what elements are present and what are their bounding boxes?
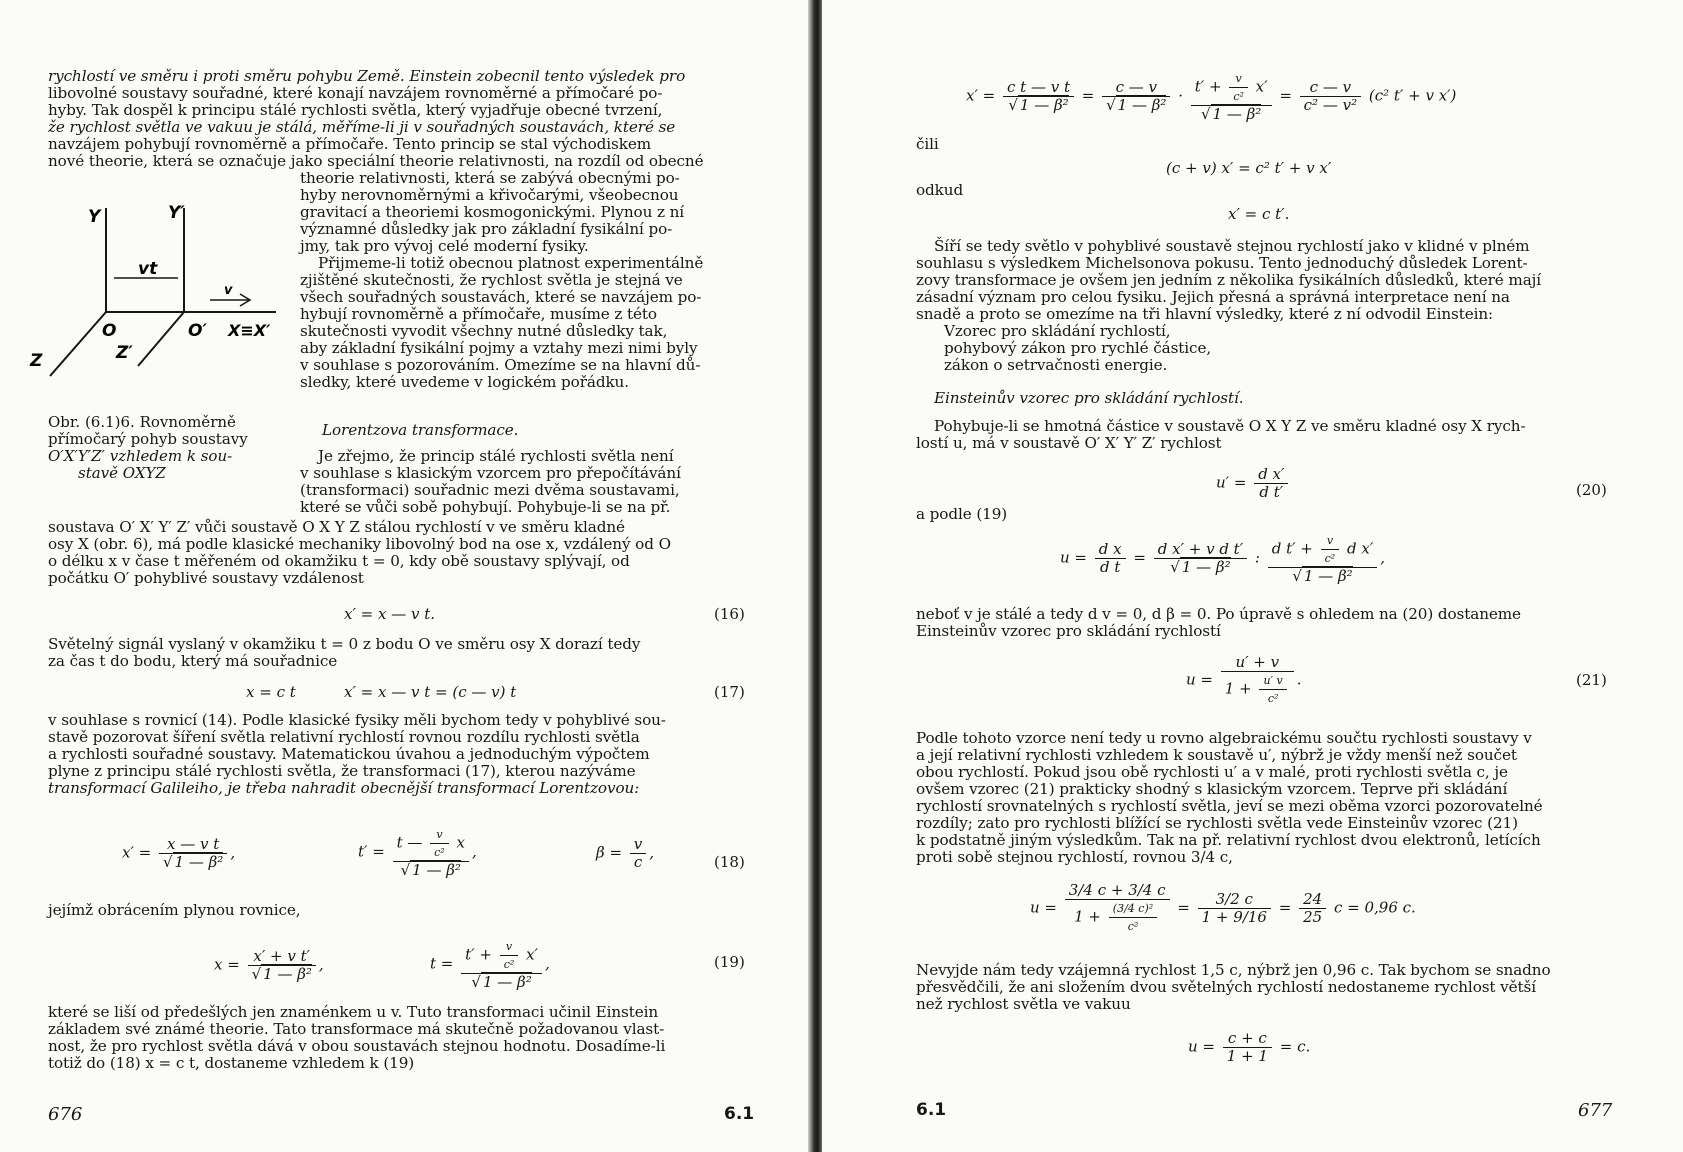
- fraction: [1221, 654, 1294, 707]
- text-line: a podle (19): [916, 505, 1008, 523]
- text-line: Nevyjde nám tedy vzájemná rychlost 1,5 c, nýbrž jen 0,96 c. Tak bychom se snadno: [916, 961, 1551, 979]
- text-line: Je zřejmo, že princip stálé rychlosti světla není: [318, 447, 674, 465]
- equation: (c + v) x′ = c² t′ + v x′: [1166, 159, 1332, 177]
- fraction: [1095, 541, 1126, 576]
- equation: x′ = c t′.: [1228, 205, 1290, 223]
- num-part: t —: [396, 833, 423, 852]
- denominator: [1065, 900, 1170, 935]
- numerator: d x′: [1254, 466, 1288, 484]
- text-line: ovšem vzorec (21) prakticky shodný s klasickým vzorcem. Teprve při skládání: [916, 780, 1508, 798]
- numerator: u′ + v: [1221, 654, 1294, 672]
- equation-number: (17): [714, 683, 745, 701]
- fraction: [1268, 532, 1378, 585]
- eq-lhs: t =: [430, 954, 454, 973]
- inner-fraction: [1321, 532, 1340, 567]
- text-line: hyby. Tak dospěl k principu stálé rychlosti světla, který vyjadřuje obecné tvrzení,: [48, 101, 663, 119]
- numerator: 3/2 c: [1198, 891, 1271, 909]
- fraction: [1154, 541, 1247, 576]
- velocity-label: v: [224, 283, 233, 298]
- text-line: zásadní význam pro celou fysiku. Jejich přesná a správná interpretace není na: [916, 288, 1510, 306]
- equation-19-t: t = t′ + $\frac{v}{\text{c²}}$ x′ √ 1 — β² ,: [430, 940, 550, 991]
- sqrt-arg: 1 — β²: [1212, 105, 1262, 123]
- text-line: (transformaci) souřadnic mezi dvěma soustavami,: [300, 481, 680, 499]
- eq-tail: = c.: [1279, 1037, 1311, 1056]
- eq-tail: (c² t′ + v x′): [1368, 86, 1457, 105]
- denominator: c²: [1267, 692, 1279, 705]
- text-line: gravitací a theoriemi kosmogonickými. Plynou z ní: [300, 203, 685, 221]
- text-line: Podle tohoto vzorce není tedy u rovno algebraickému součtu rychlosti soustavy v: [916, 729, 1532, 747]
- numerator: (3/4 c)²: [1109, 900, 1157, 918]
- text-line: významné důsledky jak pro základní fysikální po-: [300, 220, 673, 238]
- text-line: libovolné soustavy souřadné, které konají navzájem rovnoměrné a přímočaré po-: [48, 84, 663, 102]
- fraction: [159, 836, 227, 871]
- text-line: v souhlase s pozorováním. Omezíme se na hlavní dů-: [300, 356, 701, 374]
- sqrt-arg: 1 — β²: [412, 861, 461, 879]
- section-heading: Einsteinův vzorec pro skládání rychlostí.: [934, 389, 1244, 407]
- figure-6-coordinate-systems: [28, 190, 290, 400]
- fraction: [1223, 1030, 1272, 1065]
- numerator: [1191, 70, 1272, 106]
- denominator: c: [633, 853, 643, 871]
- text-line: transformací Galileiho, je třeba nahradit obecnější transformací Lorentzovou:: [48, 779, 640, 797]
- equation-18: x′ = $\frac{\text{x — v t}}{\text{√ 1 — β²}}$ ,: [122, 835, 236, 871]
- numerator: c t — v t: [1003, 79, 1074, 97]
- list-item: Vzorec pro skládání rychlostí,: [944, 322, 1171, 340]
- vt-label: vt: [138, 259, 158, 279]
- text-line: k podstatně jiným výsledkům. Tak na př. relativní rychlost dvou elektronů, letících: [916, 831, 1541, 849]
- eq-lhs: t′ =: [358, 842, 385, 861]
- denominator: √ 1 — β²: [162, 853, 224, 871]
- text-line: Přijmeme-li totiž obecnou platnost experimentálně: [318, 254, 704, 272]
- fraction: [1191, 70, 1272, 123]
- denominator: d t′: [1259, 483, 1284, 501]
- num-part: d t′ +: [1271, 539, 1313, 558]
- equation-21: u = u′ + v 1 + $\frac{u' v}{\text{c²}}$ .: [1186, 653, 1302, 705]
- numerator: [461, 938, 542, 974]
- text-line: sledky, které uvedeme v logickém pořádku.: [300, 373, 629, 391]
- fraction: [248, 948, 316, 983]
- equation-number: (21): [1576, 671, 1607, 689]
- denominator: 25: [1303, 908, 1323, 926]
- numerator: 24: [1299, 891, 1326, 909]
- sqrt-arg: 1 — β²: [482, 973, 532, 991]
- list-item: pohybový zákon pro rychlé částice,: [944, 339, 1212, 357]
- text-line: rychlostí srovnatelných s rychlostí světla, jeví se mezi oběma vzorci pozorovatelné: [916, 797, 1543, 815]
- numerator: c + c: [1223, 1030, 1272, 1048]
- eq-lhs: β =: [596, 843, 623, 862]
- equation-u: u = $\frac{\text{d x}}{\text{d t}}$ = $\frac{\text{d x′ + v d t′}}{\text{√ 1 — β²}}$ : d t′ + $\frac{v}{\text{c²}}$ d x′ √ 1 — β² ,: [1060, 534, 1386, 585]
- text-line: jmy, tak pro vývoj celé moderní fysiky.: [300, 237, 589, 255]
- equation-18-t: t′ = t — $\frac{v}{\text{c²}}$ x √ 1 — β² ,: [358, 828, 477, 879]
- text-line: zovy transformace je ovšem jen jedním z několika fysikálních důsledků, které mají: [916, 271, 1542, 289]
- num-part: x: [456, 833, 465, 852]
- text-line: než rychlost světla ve vakuu: [916, 995, 1131, 1013]
- eq-lhs: u =: [1030, 898, 1057, 917]
- eq-lhs: u′ =: [1216, 473, 1247, 492]
- denominator: c² — v²: [1303, 96, 1358, 114]
- text-line: zjištěné skutečnosti, že rychlost světla je stejná ve: [300, 271, 683, 289]
- text-line: které se vůči sobě pohybují. Pohybuje-li se na př.: [300, 498, 671, 516]
- eq-lhs: u =: [1060, 548, 1087, 567]
- numerator: d x′ + v d t′: [1154, 541, 1247, 559]
- numerator: 3/4 c + 3/4 c: [1065, 882, 1170, 900]
- fraction: [1254, 466, 1288, 501]
- text-line: Einsteinův vzorec pro skládání rychlostí: [916, 622, 1221, 640]
- text-line: plyne z principu stálé rychlosti světla, že transformaci (17), kterou nazýváme: [48, 762, 636, 780]
- equation-19: x = $\frac{\text{x′ + v t′}}{\text{√ 1 — β²}}$ ,: [214, 947, 324, 983]
- sqrt-arg: 1 — β²: [1019, 96, 1069, 114]
- text-line: hyby nerovnoměrnými a křivočarými, všeobecnou: [300, 186, 679, 204]
- denominator: √ 1 — β²: [1292, 567, 1353, 585]
- equation-17b: x′ = x — v t = (c — v) t: [344, 683, 517, 701]
- sqrt-arg: 1 — β²: [263, 965, 312, 983]
- text-line: lostí u, má v soustavě O′ X′ Y′ Z′ rychlost: [916, 434, 1222, 452]
- fraction: [1003, 79, 1074, 114]
- page-number: 677: [1578, 1100, 1613, 1121]
- equation-light-speed: [1188, 1030, 1310, 1065]
- figure-caption-line: Obr. (6.1)6. Rovnoměrně: [48, 413, 236, 431]
- text-line: v souhlase s rovnicí (14). Podle klasické fysiky měli bychom tedy v pohyblivé sou-: [48, 711, 666, 729]
- text-line: soustava O′ X′ Y′ Z′ vůči soustavě O X Y Z stálou rychlostí v ve směru kladné: [48, 518, 625, 536]
- eq-tail: c = 0,96 c.: [1333, 898, 1416, 917]
- equation-number: (20): [1576, 481, 1607, 499]
- fraction: [1102, 79, 1170, 114]
- denominator: c²: [1127, 920, 1139, 933]
- section-number: 6.1: [916, 1100, 947, 1120]
- denominator: 1 + 1: [1226, 1047, 1268, 1065]
- axis-y-label: Y: [88, 207, 101, 227]
- axis-z-label: Z: [30, 351, 43, 371]
- text-line: theorie relativnosti, která se zabývá obecnými po-: [300, 169, 680, 187]
- denominator: √ 1 — β²: [1200, 105, 1262, 123]
- text-line: Šíří se tedy světlo v pohyblivé soustavě stejnou rychlostí jako v klidné v plném: [934, 237, 1530, 255]
- figure-caption-line: O′X′Y′Z′ vzhledem k sou-: [48, 447, 233, 465]
- eq-lhs: u =: [1186, 670, 1213, 689]
- text-line: Světelný signál vyslaný v okamžiku t = 0 z bodu O ve směru osy X dorazí tedy: [48, 635, 641, 653]
- text-line: hybují rovnoměrně a přímočaře, musíme z této: [300, 305, 657, 323]
- fraction: [1299, 891, 1326, 926]
- text-line: v souhlase s klasickým vzorcem pro přepočítávání: [300, 464, 681, 482]
- page-number: 676: [48, 1104, 83, 1125]
- text-line: obou rychlostí. Pokud jsou obě rychlosti u′ a v malé, proti rychlosti světla c, je: [916, 763, 1508, 781]
- eq-lhs: u =: [1188, 1037, 1215, 1056]
- text-line: přesvědčili, že ani složením dvou světelných rychlostí nedostaneme rychlost větší: [916, 978, 1536, 996]
- equation-18-beta: β = $\frac{v}{c}$ ,: [596, 835, 655, 871]
- equation-20: [1216, 466, 1291, 501]
- den-part: 1 +: [1224, 679, 1252, 698]
- numerator: v: [1321, 532, 1340, 550]
- denominator: √ 1 — β²: [400, 861, 461, 879]
- fraction: [1065, 882, 1170, 935]
- text-line: proti sobě stejnou rychlostí, rovnou 3/4 c,: [916, 848, 1233, 866]
- denominator: [1221, 672, 1294, 707]
- origin-prime-label: O′: [188, 321, 207, 341]
- numerator: x — v t: [159, 836, 227, 854]
- inner-fraction: [430, 826, 449, 861]
- fraction: [461, 938, 542, 991]
- denominator: 1 + 9/16: [1201, 908, 1267, 926]
- equation-number: (16): [714, 605, 745, 623]
- fraction: [630, 836, 646, 871]
- text-line: snadě a proto se omezíme na tři hlavní výsledky, které z ní odvodil Einstein:: [916, 305, 1494, 323]
- inner-fraction: [1259, 672, 1286, 707]
- numerator: x′ + v t′: [248, 948, 316, 966]
- text-line: čili: [916, 135, 939, 153]
- text-line: rychlostí ve směru i proti směru pohybu Země. Einstein zobecnil tento výsledek pro: [48, 67, 686, 85]
- num-part: d x′: [1347, 539, 1374, 558]
- text-line: aby základní fysikální pojmy a vztahy mezi nimi byly: [300, 339, 698, 357]
- text-line: navzájem pohybují rovnoměrně a přímočaře. Tento princip se stal východiskem: [48, 135, 652, 153]
- text-line: stavě pozorovat šíření světla relativní rychlostí rovnou rozdílu rychlosti světla: [48, 728, 640, 746]
- text-line: neboť v je stálé a tedy d v = 0, d β = 0. Po úpravě s ohledem na (20) dostaneme: [916, 605, 1521, 623]
- figure-caption-line: stavě OXYZ: [78, 464, 166, 482]
- denominator: √ 1 — β²: [1106, 96, 1167, 114]
- numerator: c — v: [1300, 79, 1361, 97]
- text-line: nové theorie, která se označuje jako speciální theorie relativnosti, na rozdíl od obecné: [48, 152, 704, 170]
- text-line: osy X (obr. 6), má podle klasické mechaniky libovolný bod na ose x, vzdálený od O: [48, 535, 671, 553]
- numerator: v: [1229, 70, 1248, 88]
- text-line: totiž do (18) x = c t, dostaneme vzhledem k (19): [48, 1054, 415, 1072]
- axis-z-prime-label: Z′: [116, 343, 133, 363]
- text-line: Pohybuje-li se hmotná částice v soustavě O X Y Z ve směru kladné osy X rych-: [934, 417, 1526, 435]
- denominator: √ 1 — β²: [471, 973, 532, 991]
- text-line: odkud: [916, 181, 964, 199]
- denominator: c²: [434, 846, 445, 859]
- figure-caption-line: přímočarý pohyb soustavy: [48, 430, 248, 448]
- sqrt-arg: 1 — β²: [1303, 567, 1353, 585]
- numerator: [393, 826, 469, 862]
- numerator: c — v: [1102, 79, 1170, 97]
- den-part: 1 +: [1074, 907, 1102, 926]
- denominator: √ 1 — β²: [1170, 558, 1231, 576]
- text-line: rozdíly; zato pro rychlosti blížící se rychlosti světla vede Einsteinův vzorec (21): [916, 814, 1518, 832]
- section-heading: Lorentzova transformace.: [322, 421, 519, 439]
- numerator: u′ v: [1259, 672, 1286, 690]
- text-line: všech souřadných soustavách, které se navzájem po-: [300, 288, 702, 306]
- eq-lhs: x =: [214, 955, 240, 974]
- fraction: [1198, 891, 1271, 926]
- eq-lhs: x′ =: [966, 86, 996, 105]
- equation-numeric-example: u = 3/4 c + 3/4 c 1 + $\frac{\text{(3/4 c)²}}{\text{c²}}$ = $\frac{3/2 c}{1 + 9/16}$ = $\frac{24}{25}$ c = 0,96 c.: [1030, 881, 1416, 933]
- num-part: x′: [1255, 77, 1268, 96]
- section-number: 6.1: [724, 1104, 755, 1124]
- text-line: a rychlosti souřadné soustavy. Matematickou úvahou a jednoduchým výpočtem: [48, 745, 650, 763]
- axis-x-label: X≡X′: [228, 321, 271, 340]
- numerator: v: [500, 938, 519, 956]
- equation-number: (19): [714, 953, 745, 971]
- numerator: [1268, 532, 1378, 568]
- inner-fraction: [500, 938, 519, 973]
- denominator: √ 1 — β²: [1008, 96, 1069, 114]
- denominator: c²: [503, 958, 515, 971]
- fraction: [1300, 79, 1361, 114]
- eq-lhs: x′ =: [122, 843, 152, 862]
- sqrt-arg: 1 — β²: [1117, 96, 1167, 114]
- text-line: počátku O′ pohyblivé soustavy vzdálenost: [48, 569, 364, 587]
- text-line: souhlasu s výsledkem Michelsonova pokusu. Tento jednoduchý důsledek Lorent-: [916, 254, 1528, 272]
- text-line: základem své známé theorie. Tato transformace má skutečně požadovanou vlast-: [48, 1020, 665, 1038]
- text-line: o délku x v čase t měřeném od okamžiku t = 0, kdy obě soustavy splývají, od: [48, 552, 630, 570]
- equation-transform-check: x′ = $\frac{\text{c t — v t}}{\text{√ 1 — β²}}$ = $\frac{c — v}{\text{√ 1 — β²}}$ · t′ + $\frac{v}{\text{c²}}$ x′ √ 1 — β² = $\frac{c — v}{\text{c² — v²}}$ (c² t′ + v x′): [966, 72, 1457, 123]
- right-page: [822, 0, 1683, 1152]
- sqrt-arg: 1 — β²: [1181, 558, 1231, 576]
- num-part: t′ +: [465, 945, 492, 964]
- text-line: a její relativní rychlosti vzhledem k soustavě u′, nýbrž je vždy menší než součet: [916, 746, 1517, 764]
- text-line: za čas t do bodu, který má souřadnice: [48, 652, 338, 670]
- list-item: zákon o setrvačnosti energie.: [944, 356, 1168, 374]
- numerator: v: [430, 826, 449, 844]
- equation-16: x′ = x — v t.: [344, 605, 436, 623]
- num-part: t′ +: [1194, 77, 1222, 96]
- text-line: které se liší od předešlých jen znaménkem u v. Tuto transformaci učinil Einstein: [48, 1003, 659, 1021]
- denominator: d t: [1100, 558, 1121, 576]
- numerator: d x: [1095, 541, 1126, 559]
- inner-fraction: [1229, 70, 1248, 105]
- axis-y-prime-label: Y′: [168, 203, 185, 223]
- left-page: [0, 0, 812, 1152]
- sqrt-arg: 1 — β²: [174, 853, 224, 871]
- denominator: √ 1 — β²: [251, 965, 312, 983]
- equation-17a: x = c t: [246, 683, 296, 701]
- text-line: jejímž obrácením plynou rovnice,: [48, 901, 301, 919]
- origin-label: O: [102, 321, 117, 341]
- equation-number: (18): [714, 853, 745, 871]
- text-line: nost, že pro rychlost světla dává v obou soustavách stejnou hodnotu. Dosadíme-li: [48, 1037, 666, 1055]
- denominator: c²: [1233, 90, 1244, 103]
- text-line: skutečnosti vyvodit všechny nutné důsledky tak,: [300, 322, 668, 340]
- denominator: c²: [1324, 552, 1336, 565]
- num-part: x′: [526, 945, 538, 964]
- fraction: [393, 826, 469, 879]
- inner-fraction: [1109, 900, 1157, 935]
- text-line: že rychlost světla ve vakuu je stálá, měříme-li ji v souřadných soustavách, které se: [48, 118, 676, 136]
- numerator: v: [630, 836, 646, 854]
